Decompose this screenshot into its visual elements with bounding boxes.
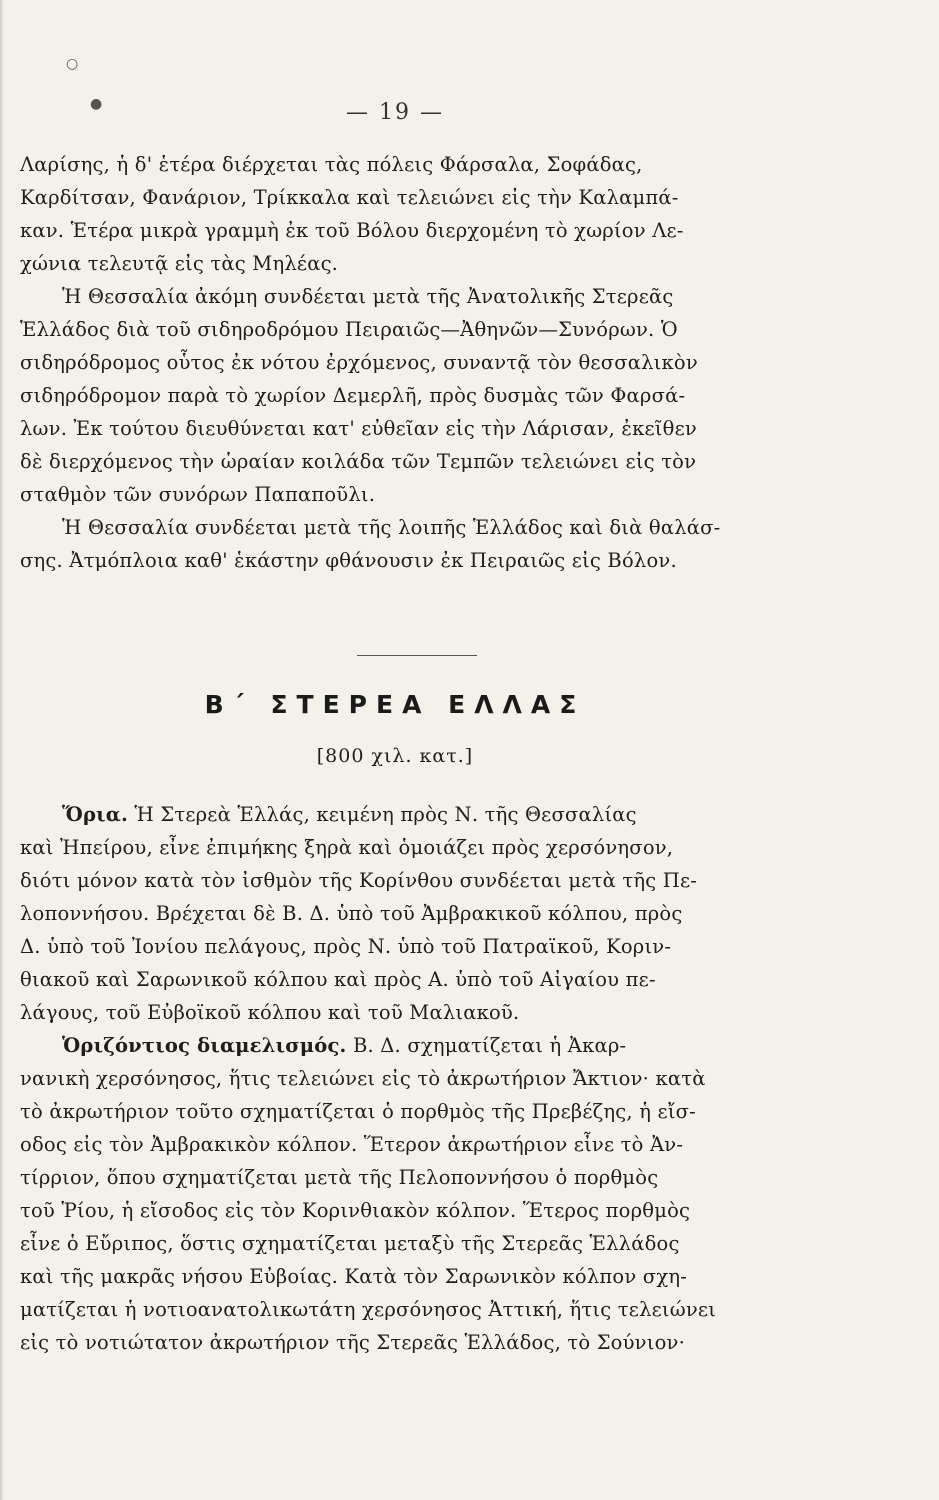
text-line: τίρριον, ὅπου σχηματίζεται μετὰ τῆς Πελοποννήσου ὁ πορθμὸς <box>20 1166 659 1189</box>
text-line: οδος εἰς τὸν Ἀμβρακικὸν κόλπον. Ἕτερον ἀκρωτήριον εἶνε τὸ Ἀν- <box>20 1133 684 1156</box>
body-text-top <box>20 148 790 577</box>
section-title: Β΄ ΣΤΕΡΕΑ ΕΛΛΑΣ <box>204 690 586 719</box>
section-divider <box>357 655 477 656</box>
text-line: σης. Ἀτμόπλοια καθ' ἑκάστην φθάνουσιν ἐκ Πειραιῶς εἰς Βόλον. <box>20 549 677 572</box>
run-in-heading: Ὁριζόντιος διαμελισμός. <box>62 1034 347 1057</box>
text-line: θιακοῦ καὶ Σαρωνικοῦ κόλπου καὶ πρὸς Α. ὑπὸ τοῦ Αἰγαίου πε- <box>20 968 656 991</box>
text-line: σιδηρόδρομον παρὰ τὸ χωρίον Δεμερλῆ, πρὸς δυσμὰς τῶν Φαρσά- <box>20 384 686 407</box>
text-line: καν. Ἑτέρα μικρὰ γραμμὴ ἐκ τοῦ Βόλου διερχομένη τὸ χωρίον Λε- <box>20 219 684 242</box>
page-number: — 19 — <box>346 100 444 125</box>
text-line: νανικὴ χερσόνησος, ἥτις τελειώνει εἰς τὸ ἀκρωτήριον Ἄκτιον· κατὰ <box>20 1067 706 1090</box>
text-line: λων. Ἐκ τούτου διευθύνεται κατ' εὐθεῖαν εἰς τὴν Λάρισαν, ἐκεῖθεν <box>20 417 697 440</box>
text-line: ματίζεται ἡ νοτιοανατολικωτάτη χερσόνησος Ἀττική, ἥτις τελειώνει <box>20 1298 717 1321</box>
ink-dot: ● <box>90 96 103 112</box>
text-line: λάγους, τοῦ Εὐβοϊκοῦ κόλπου καὶ τοῦ Μαλιακοῦ. <box>20 1001 520 1024</box>
text-line: δὲ διερχόμενος τὴν ὡραίαν κοιλάδα τῶν Τεμπῶν τελειώνει εἰς τὸν <box>20 450 697 473</box>
text-line: καὶ τῆς μακρᾶς νήσου Εὐβοίας. Κατὰ τὸν Σαρωνικὸν κόλπον σχη- <box>20 1265 688 1288</box>
text-line: εἶνε ὁ Εὔριπος, ὅστις σχηματίζεται μεταξὺ τῆς Στερεᾶς Ἑλλάδος <box>20 1232 680 1255</box>
text-line: χώνια τελευτᾷ εἰς τὰς Μηλέας. <box>20 252 339 275</box>
text-line: σταθμὸν τῶν συνόρων Παπαποῦλι. <box>20 483 376 506</box>
text-line: τοῦ Ῥίου, ἡ εἴσοδος εἰς τὸν Κορινθιακὸν κόλπον. Ἕτερος πορθμὸς <box>20 1199 691 1222</box>
body-text-bottom <box>20 798 790 1359</box>
text-line: Ἑλλάδος διὰ τοῦ σιδηροδρόμου Πειραιῶς—Ἀθηνῶν—Συνόρων. Ὁ <box>20 318 678 341</box>
run-in-heading: Ὅρια. <box>62 803 128 826</box>
text-line: Δ. ὑπὸ τοῦ Ἰονίου πελάγους, πρὸς Ν. ὑπὸ τοῦ Πατραϊκοῦ, Κοριν- <box>20 935 672 958</box>
text-line: εἰς τὸ νοτιώτατον ἀκρωτήριον τῆς Στερεᾶς Ἑλλάδος, τὸ Σούνιον· <box>20 1331 685 1354</box>
text-line: καὶ Ἠπείρου, εἶνε ἐπιμήκης ξηρὰ καὶ ὁμοιάζει πρὸς χερσόνησον, <box>20 836 674 859</box>
section-subtitle: [800 χιλ. κατ.] <box>316 745 474 767</box>
text-line: τὸ ἀκρωτήριον τοῦτο σχηματίζεται ὁ πορθμὸς τῆς Πρεβέζης, ἡ εἴσ- <box>20 1100 696 1123</box>
text-run: Β. Δ. σχηματίζεται ἡ Ἀκαρ- <box>346 1034 627 1057</box>
text-run: Ἡ Στερεὰ Ἑλλάς, κειμένη πρὸς Ν. τῆς Θεσσαλίας <box>128 803 637 826</box>
text-line: λοποννήσου. Βρέχεται δὲ Β. Δ. ὑπὸ τοῦ Ἀμβρακικοῦ κόλπου, πρὸς <box>20 902 683 925</box>
ink-dot: ○ <box>66 56 79 72</box>
text-line <box>20 1029 790 1062</box>
text-line <box>20 798 790 831</box>
text-line: Ἡ Θεσσαλία συνδέεται μετὰ τῆς λοιπῆς Ἑλλάδος καὶ διὰ θαλάσ- <box>62 516 721 539</box>
text-line: διότι μόνον κατὰ τὸν ἰσθμὸν τῆς Κορίνθου συνδέεται μετὰ τῆς Πε- <box>20 869 698 892</box>
text-line: Καρδίτσαν, Φανάριον, Τρίκκαλα καὶ τελειώνει εἰς τὴν Καλαμπά- <box>20 186 679 209</box>
text-line: Λαρίσης, ἡ δ' ἑτέρα διέρχεται τὰς πόλεις Φάρσαλα, Σοφάδας, <box>20 153 643 176</box>
text-line: σιδηρόδρομος οὗτος ἐκ νότου ἐρχόμενος, συναντᾷ τὸν θεσσαλικὸν <box>20 351 698 374</box>
text-line: Ἡ Θεσσαλία ἀκόμη συνδέεται μετὰ τῆς Ἀνατολικῆς Στερεᾶς <box>62 285 674 308</box>
